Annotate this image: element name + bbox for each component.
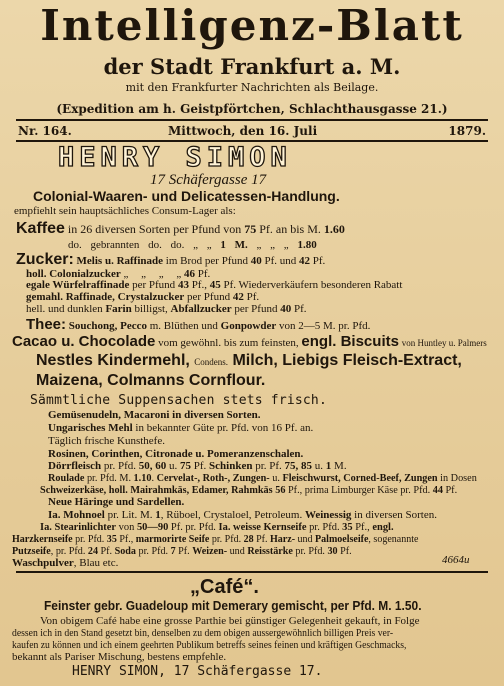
cafe-body-line: Von obigem Café habe eine grosse Parthie bei günstiger Gelegenheit gekauft, in Folge <box>40 615 420 627</box>
ad-line-kunsthefe: Täglich frische Kunsthefe. <box>48 435 165 447</box>
cafe-signature: HENRY SIMON, 17 Schäfergasse 17. <box>72 664 323 679</box>
issue-year: 1879. <box>448 124 486 138</box>
masthead-title: Intelligenz-Blatt <box>40 1 464 50</box>
kaffee-line: in 26 diversen Sorten per Pfund von 75 Pf. an bis M. 1.60 <box>67 222 345 236</box>
ad-line-zucker: Zucker: Melis u. Raffinade im Brod per Pfund 40 Pf. und 42 Pf. <box>16 251 326 268</box>
ad-intro: empfiehlt sein hauptsächliches Consum-Lager als: <box>14 205 236 217</box>
ad-line-rosinen: Rosinen, Corinthen, Citronade u. Pomeranzenschalen. <box>48 448 304 460</box>
ad-line-putzseife: Putzseife, pr. Pfd. 24 Pf. Soda pr. Pfd. 7 Pf. Weizen- und Reisstärke pr. Pfd. 30 Pf. <box>12 545 352 557</box>
business-type: Colonial-Waaren- und Delicatessen-Handlung. <box>33 188 340 204</box>
kaffee-heading: Kaffee <box>16 220 65 237</box>
masthead-tagline: mit den Frankfurter Nachrichten als Beilage. <box>125 81 379 94</box>
ad-line-nestles: Nestles Kindermehl, Condens. Milch, Liebigs Fleisch-Extract, <box>36 352 462 369</box>
ad-line-kaffee <box>16 221 345 237</box>
issue-dateline <box>18 124 486 138</box>
masthead-expedition: (Expedition am h. Geistpförtchen, Schlachthausgasse 21.) <box>56 102 448 116</box>
issue-number: Nr. 164. <box>18 124 72 138</box>
ad-line-thee: Thee: Souchong, Pecco m. Blüthen und Gonpowder von 2—5 M. pr. Pfd. <box>26 316 371 333</box>
header-rule-top <box>16 119 488 121</box>
ad-line-mohnoel: Ia. Mohnoel pr. Lit. M. 1, Rüboel, Crystaloel, Petroleum. Weinessig in diversen Sorten. <box>48 509 437 521</box>
ad-line-kaese: Schweizerkäse, holl. Mairahmkäs, Edamer, Rahmkäs 56 Pf., prima Limburger Käse pr. Pfd. 44 Pf. <box>40 484 458 496</box>
ad-line-wuerfel: egale Würfelraffinade per Pfund 43 Pf., 45 Pf. Wiederverkäufern besonderen Rabatt <box>26 279 403 291</box>
ad-line-haeringe: Neue Häringe und Sardellen. <box>48 496 185 508</box>
ad-line-nudeln: Gemüsenudeln, Macaroni in diversen Sorten. <box>48 409 261 421</box>
ad-line-stearin: Ia. Stearinlichter von 50—90 Pf. pr. Pfd. Ia. weisse Kernseife pr. Pfd. 35 Pf., engl. <box>40 521 394 533</box>
ad-line-farin: hell. und dunklen Farin billigst, Abfallzucker per Pfund 40 Pf. <box>26 303 307 315</box>
ad-line-colonialzucker: holl. Colonialzucker „ „ „ „ 46 Pf. <box>26 268 211 280</box>
ad-reference-code: 4664u <box>442 554 470 566</box>
ad-line-doerrfleisch: Dörrfleisch pr. Pfd. 50, 60 u. 75 Pf. Schinken pr. Pf. 75, 85 u. 1 M. <box>48 460 347 472</box>
ad-line-gemahl: gemahl. Raffinade, Crystalzucker per Pfund 42 Pf. <box>26 291 260 303</box>
cafe-body-line: dessen ich in den Stand gesetzt bin, denselben zu dem obigen aussergewöhnlich billigen Preis ver- <box>12 627 394 639</box>
firm-address: 17 Schäfergasse 17 <box>150 172 267 188</box>
ad-line-harzkern: Harzkernseife pr. Pfd. 35 Pf., marmorirte Seife pr. Pfd. 28 Pf. Harz- und Palmoelseife, sogenannte <box>12 533 419 545</box>
cafe-subheading: Feinster gebr. Guadeloup mit Demerary gemischt, per Pfd. M. 1.50. <box>44 598 422 613</box>
cafe-body-line: kaufen zu können und ich einem geehrten Publikum betreffs seines feinen und kräftigen Geschmacks, <box>12 639 407 651</box>
ad-line-cacao: Cacao u. Chocolade vom gewöhnl. bis zum feinsten, engl. Biscuits von Huntley u. Palmers <box>12 333 487 350</box>
firm-name: HENRY SIMON <box>58 142 292 173</box>
ad-line-kaffee-gebrannt: do. gebrannten do. do. „ „ 1 M. „ „ „ 1.80 <box>68 239 317 251</box>
ad-line-waschpulver: Waschpulver, Blau etc. <box>12 557 119 569</box>
section-divider <box>16 571 488 573</box>
ad-line-roulade: Roulade pr. Pfd. M. 1.10. Cervelat-, Roth-, Zungen- u. Fleischwurst, Corned-Beef, Zungen in Dosen <box>48 472 477 484</box>
ad-line-mehl: Ungarisches Mehl in bekannter Güte pr. Pfd. von 16 Pf. an. <box>48 422 314 434</box>
issue-date: Mittwoch, den 16. Juli <box>168 124 318 138</box>
ad-line-suppensachen: Sämmtliche Suppensachen stets frisch. <box>30 393 327 408</box>
masthead-subtitle: der Stadt Frankfurt a. M. <box>103 54 401 79</box>
cafe-body-line: bekannt als Pariser Mischung, bestens empfehle. <box>12 651 227 663</box>
cafe-heading: „Café“. <box>190 576 259 598</box>
ad-line-maizena: Maizena, Colmanns Cornflour. <box>36 372 266 389</box>
